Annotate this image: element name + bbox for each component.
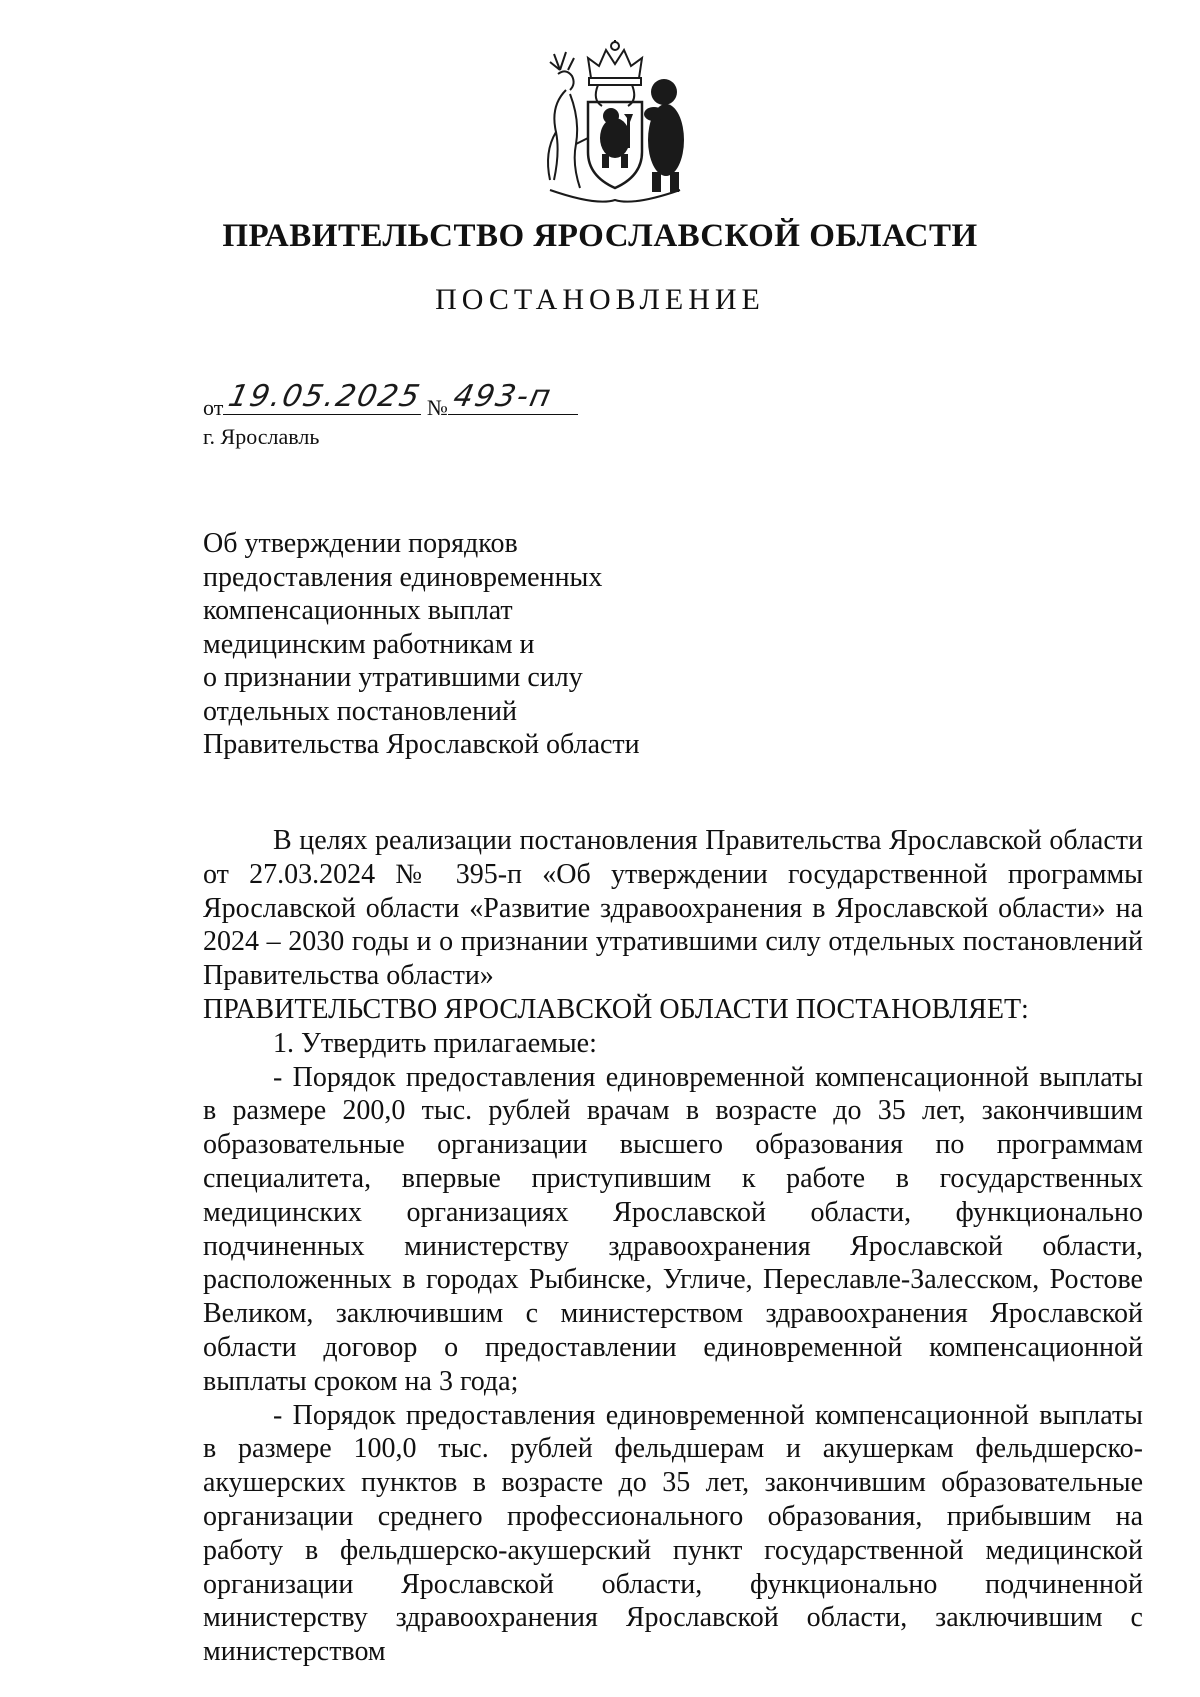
document-type: ПОСТАНОВЛЕНИЕ (435, 283, 765, 316)
item-1: 1. Утвердить прилагаемые: (273, 1027, 597, 1059)
preamble-paragraph: В целях реализации постановления Правительства Ярославской области от 27.03.2024 № 395-п «Об утверждении государственной программы Ярославской области «Развитие здравоохранения в Ярославской области» на 2024 – 2030 годы и о признании утратившими силу отдельных постановлений Правительства области» (203, 825, 1143, 992)
subject-line: Правительства Ярославской области (203, 729, 640, 760)
document-subject (203, 527, 723, 762)
subject-line: предоставления единовременных (203, 561, 603, 593)
coat-of-arms-emblem (536, 40, 694, 212)
number-field (448, 379, 578, 415)
handwritten-number: 493-п (450, 379, 556, 414)
date-prefix: от (203, 395, 224, 420)
city: г. Ярославль (203, 424, 320, 449)
handwritten-date: 19.05.2025 (225, 379, 425, 414)
subject-line: отдельных постановлений (203, 695, 518, 727)
subject-line: медицинским работникам и (203, 628, 535, 660)
order-2-paragraph: - Порядок предоставления единовременной компенсационной выплаты в размере 100,0 тыс. рублей фельдшерам и акушеркам фельдшерско-акушерских пунктов в возрасте до 35 лет, закончившим образовательные организации среднего профессионального образования, прибывшим на работу в фельдшерско-акушерский пункт государственной медицинской организации Ярославской области, функционально подчиненной министерству здравоохранения Ярославской области, заключившим с министерством (203, 1399, 1143, 1668)
number-prefix: № (426, 395, 448, 420)
subject-line: компенсационных выплат (203, 595, 513, 626)
document-body (203, 824, 1143, 1669)
date-number-line (203, 379, 578, 421)
organization-name: ПРАВИТЕЛЬСТВО ЯРОСЛАВСКОЙ ОБЛАСТИ (222, 218, 978, 254)
order-1-paragraph: - Порядок предоставления единовременной компенсационной выплаты в размере 200,0 тыс. рублей врачам в возрасте до 35 лет, закончившим образовательные организации высшего образования по программам специалитета, впервые приступившим к работе в государственных медицинских организациях Ярославской области, функционально подчиненных министерству здравоохранения Ярославской области, расположенных в городах Рыбинске, Угличе, Переславле-Залесском, Ростове Великом, заключившим с министерством здравоохранения Ярославской области договор о предоставлении единовременной компенсационной выплаты сроком на 3 года; (203, 1061, 1143, 1397)
date-field (223, 379, 425, 415)
subject-line: о признании утратившими силу (203, 662, 583, 693)
subject-line: Об утверждении порядков (203, 528, 518, 559)
resolve-line: ПРАВИТЕЛЬСТВО ЯРОСЛАВСКОЙ ОБЛАСТИ ПОСТАНОВЛЯЕТ: (203, 993, 1029, 1025)
